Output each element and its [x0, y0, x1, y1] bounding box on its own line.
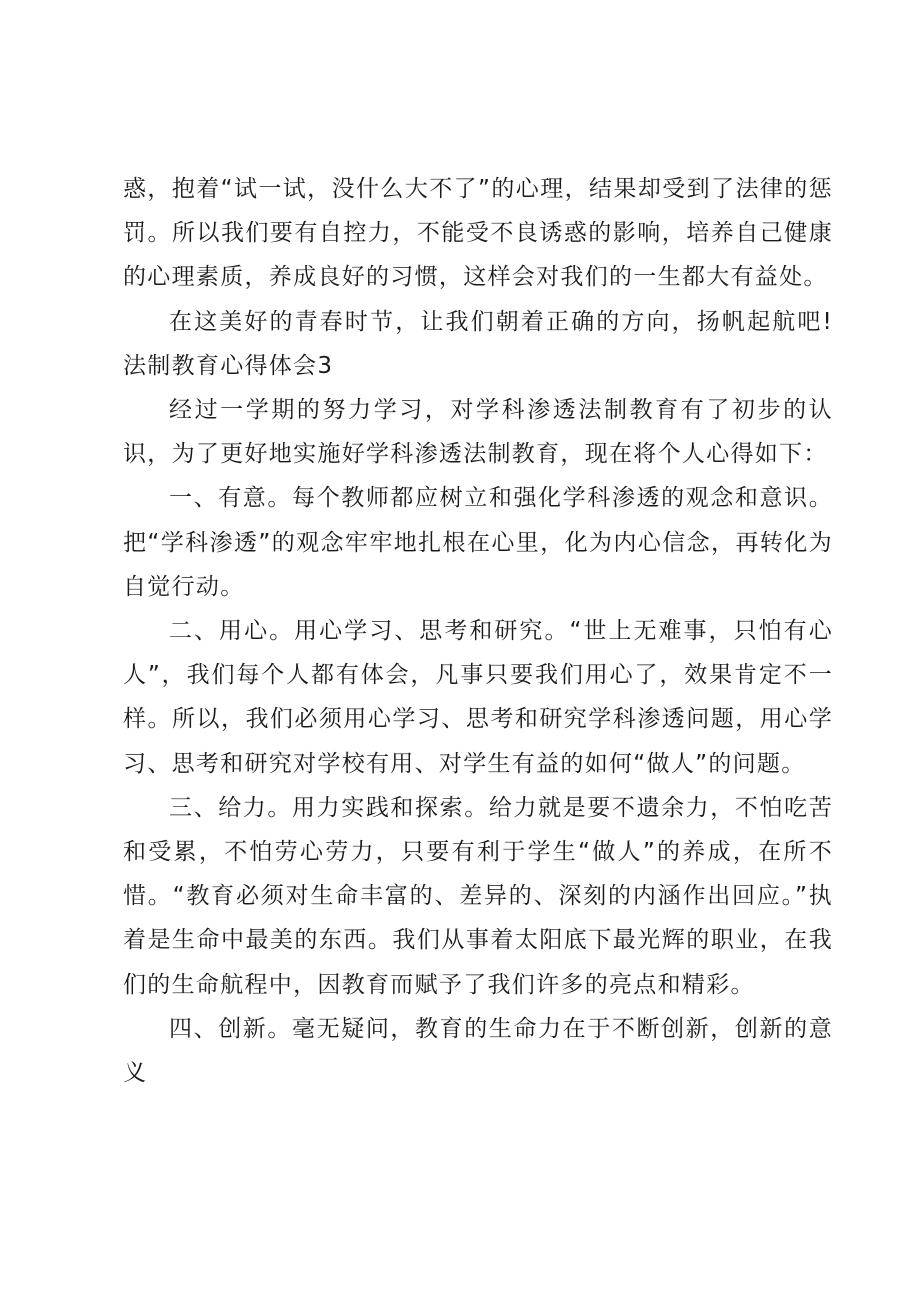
body-text: [123, 167, 833, 1095]
paragraph-point-one: 一、有意。每个教师都应树立和强化学科渗透的观念和意识。把“学科渗透”的观念牢牢地扎根在心里，化为内心信念，再转化为自觉行动。: [123, 485, 833, 600]
paragraph-youth-and-heading: 在这美好的青春时节，让我们朝着正确的方向，扬帆起航吧!法制教育心得体会3: [123, 308, 833, 379]
paragraph-point-three: 三、给力。用力实践和探索。给力就是要不遗余力，不怕吃苦和受累，不怕劳心劳力，只要有利于学生“做人”的养成，在所不惜。“教育必须对生命丰富的、差异的、深刻的内涵作出回应。”执着是生命中最美的东西。我们从事着太阳底下最光辉的职业，在我们的生命航程中，因教育而赋予了我们许多的亮点和精彩。: [123, 794, 833, 998]
paragraph-point-two: 二、用心。用心学习、思考和研究。“世上无难事，只怕有心人”，我们每个人都有体会，凡事只要我们用心了，效果肯定不一样。所以，我们必须用心学习、思考和研究学科渗透问题，用心学习、思考和研究对学校有用、对学生有益的如何“做人”的问题。: [123, 618, 833, 777]
paragraph-point-four: 四、创新。毫无疑问，教育的生命力在于不断创新，创新的意义: [123, 1015, 833, 1087]
paragraph-continuation: 惑，抱着“试一试，没什么大不了”的心理，结果却受到了法律的惩罚。所以我们要有自控力，不能受不良诱惑的影响，培养自己健康的心理素质，养成良好的习惯，这样会对我们的一生都大有益处。: [123, 176, 833, 291]
paragraph-intro: 经过一学期的努力学习，对学科渗透法制教育有了初步的认识，为了更好地实施好学科渗透法制教育，现在将个人心得如下：: [123, 397, 833, 468]
